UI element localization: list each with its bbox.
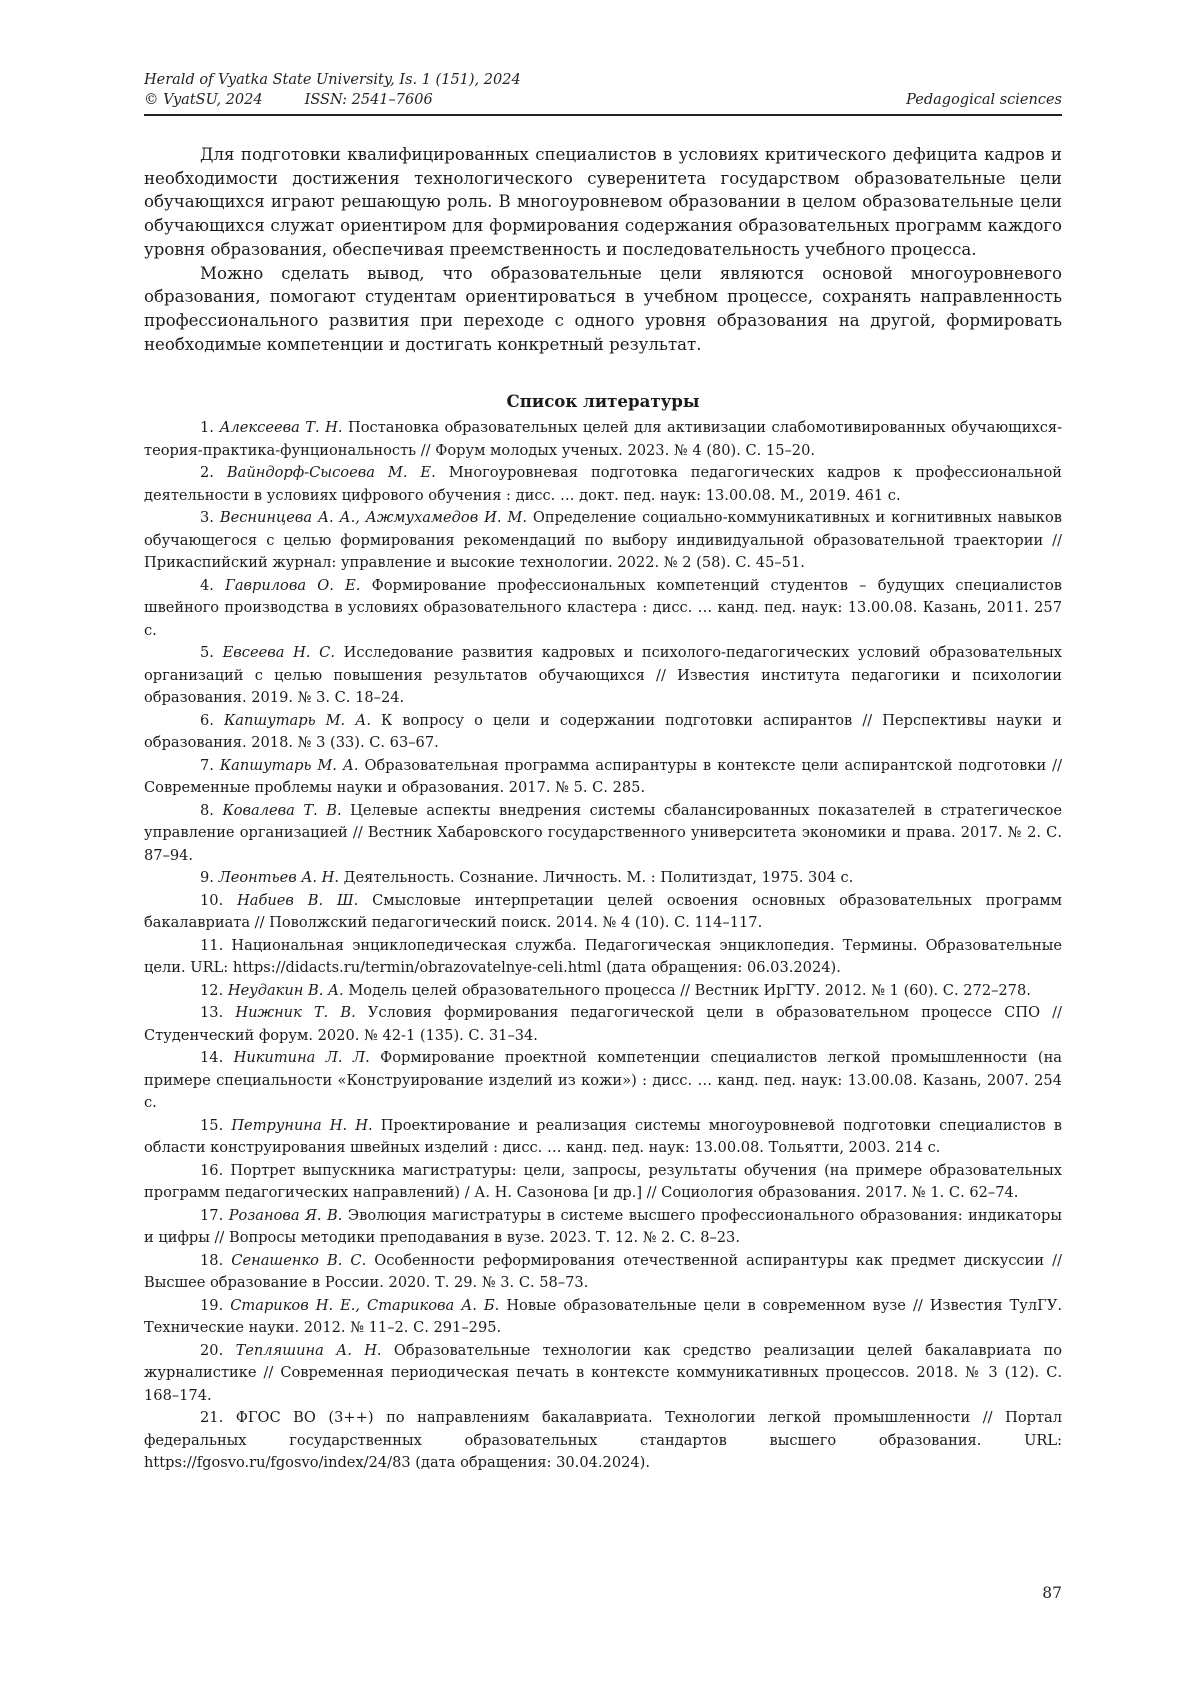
reference-text: Проектирование и реализация системы многоуровневой подготовки специалистов в области конструирования швейных изделий : дисс. … канд. пед. наук: 13.00.08. Тольятти, 2003. 214 с. bbox=[144, 1116, 1063, 1157]
reference-item bbox=[144, 1407, 1062, 1475]
reference-text: ФГОС ВО (3++) по направлениям бакалавриата. Технологии легкой промышленности // Портал федеральных государственных образовательных стандартов высшего образования. URL: https://fgosvo.ru/fgosvo/index/24/83 (дата обращения: 30.04.2024). bbox=[144, 1409, 1062, 1472]
reference-text: Национальная энциклопедическая служба. Педагогическая энциклопедия. Термины. Образовательные цели. URL: https://didacts.ru/termin/obrazovatelnye-celi.html (дата обращения: 06.03.2024). bbox=[144, 936, 1063, 977]
copyright: © VyatSU, 2024 bbox=[144, 92, 263, 108]
reference-text: Формирование проектной компетенции специалистов легкой промышленности (на примере специальности «Конструирование изделий из кожи») : дисс. … канд. пед. наук: 13.00.08. Казань, 2007. 254 с. bbox=[144, 1049, 1063, 1112]
reference-item bbox=[144, 462, 1062, 507]
reference-item bbox=[144, 507, 1062, 575]
issn: ISSN: 2541–7606 bbox=[304, 92, 433, 108]
section-name: Pedagogical sciences bbox=[906, 92, 1062, 108]
references-list bbox=[144, 417, 1062, 1475]
reference-text: Определение социально-коммуникативных и когнитивных навыков обучающегося с целью формирования рекомендаций по выбору индивидуальной образовательной траектории // Прикаспийский журнал: управление и высокие технологии. 2022. № 2 (58). С. 45–51. bbox=[144, 509, 1063, 572]
reference-text: Портрет выпускника магистратуры: цели, запросы, результаты обучения (на примере образовательных программ педагогических направлений) / А. Н. Сазонова [и др.] // Социология образования. 2017. № 1. С. 62–74. bbox=[144, 1161, 1063, 1202]
reference-author: Евсеева Н. С. bbox=[222, 644, 335, 662]
reference-number: 2. bbox=[200, 464, 214, 482]
reference-text: Исследование развития кадровых и психолого-педагогических условий образовательных организаций с целью повышения результатов обучающихся // Известия института педагогики и психологии образования. 2019. № 3. С. 18–24. bbox=[144, 644, 1062, 707]
reference-number: 8. bbox=[200, 801, 214, 819]
reference-text: К вопросу о цели и содержании подготовки аспирантов // Перспективы науки и образования. 2018. № 3 (33). С. 63–67. bbox=[144, 711, 1062, 752]
reference-number: 6. bbox=[200, 711, 214, 729]
reference-author: Петрунина Н. Н. bbox=[231, 1116, 373, 1134]
reference-number: 4. bbox=[200, 576, 214, 594]
running-header bbox=[144, 70, 1062, 116]
reference-number: 21. bbox=[200, 1409, 224, 1427]
reference-text: Постановка образовательных целей для активизации слабомотивированных обучающихся-теория-практика-фунциональность // Форум молодых ученых. 2023. № 4 (80). С. 15–20. bbox=[144, 419, 1063, 459]
reference-item bbox=[144, 980, 1062, 1003]
page-number: 87 bbox=[1042, 1584, 1062, 1602]
reference-number: 17. bbox=[200, 1206, 224, 1224]
reference-text: Образовательная программа аспирантуры в контексте цели аспирантской подготовки // Современные проблемы науки и образования. 2017. № 5. С. 285. bbox=[144, 756, 1063, 797]
reference-author: Капшутарь М. А. bbox=[219, 756, 359, 774]
reference-number: 15. bbox=[200, 1116, 224, 1134]
reference-author: Алексеева Т. Н. bbox=[219, 419, 343, 437]
reference-author: Тепляшина А. Н. bbox=[235, 1341, 382, 1359]
reference-number: 5. bbox=[200, 644, 214, 662]
reference-item bbox=[144, 1205, 1062, 1250]
reference-number: 18. bbox=[200, 1251, 224, 1269]
reference-author: Гаврилова О. Е. bbox=[225, 576, 361, 594]
reference-number: 14. bbox=[200, 1049, 224, 1067]
reference-number: 11. bbox=[200, 936, 224, 954]
reference-number: 10. bbox=[200, 891, 224, 909]
reference-item bbox=[144, 935, 1062, 980]
reference-number: 20. bbox=[200, 1341, 224, 1359]
body-paragraph: Можно сделать вывод, что образовательные цели являются основой многоуровневого образования, помогают студентам ориентироваться в учебном процессе, сохранять направленность профессионального развития при переходе с одного уровня образования на другой, формировать необходимые компетенции и достигать конкретный результат. bbox=[144, 263, 1062, 354]
reference-text: Деятельность. Сознание. Личность. М. : Политиздат, 1975. 304 с. bbox=[339, 869, 854, 887]
reference-item bbox=[144, 890, 1062, 935]
reference-text: Новые образовательные цели в современном вузе // Известия ТулГУ. Технические науки. 2012. № 11–2. С. 291–295. bbox=[144, 1296, 1063, 1337]
reference-number: 3. bbox=[200, 509, 214, 527]
journal-title: Herald of Vyatka State University, Is. 1 (151), 2024 bbox=[144, 72, 521, 88]
reference-item bbox=[144, 1115, 1062, 1160]
reference-item bbox=[144, 800, 1062, 868]
reference-text: Эволюция магистратуры в системе высшего профессионального образования: индикаторы и цифры // Вопросы методики преподавания в вузе. 2023. Т. 12. № 2. С. 8–23. bbox=[144, 1206, 1062, 1247]
reference-text: Особенности реформирования отечественной аспирантуры как предмет дискуссии // Высшее образование в России. 2020. Т. 29. № 3. С. 58–73. bbox=[144, 1251, 1063, 1292]
reference-author: Капшутарь М. А. bbox=[224, 711, 371, 729]
reference-author: Стариков Н. Е., Старикова А. Б. bbox=[230, 1296, 500, 1314]
reference-text: Условия формирования педагогической цели в образовательном процессе СПО // Студенческий форум. 2020. № 42-1 (135). С. 31–34. bbox=[144, 1004, 1063, 1044]
reference-author: Неудакин В. А. bbox=[227, 981, 344, 999]
reference-author: Сенашенко В. С. bbox=[231, 1251, 367, 1269]
reference-text: Многоуровневая подготовка педагогических кадров к профессиональной деятельности в условиях цифрового обучения : дисс. … докт. пед. наук: 13.00.08. М., 2019. 461 с. bbox=[144, 464, 1062, 504]
reference-text: Образовательные технологии как средство реализации целей бакалавриата по журналистике // Современная периодическая печать в контексте коммуникативных процессов. 2018. № 3 (12). С. 168–174. bbox=[144, 1341, 1062, 1404]
reference-item bbox=[144, 1250, 1062, 1295]
reference-item bbox=[144, 867, 1062, 890]
reference-author: Леонтьев А. Н. bbox=[218, 869, 340, 887]
reference-text: Формирование профессиональных компетенций студентов – будущих специалистов швейного производства в условиях образовательного кластера : дисс. … канд. пед. наук: 13.00.08. Казань, 2011. 257 с. bbox=[144, 576, 1062, 639]
reference-author: Розанова Я. В. bbox=[228, 1206, 343, 1224]
reference-author: Веснинцева А. А., Ажмухамедов И. М. bbox=[219, 509, 527, 527]
reference-item bbox=[144, 1002, 1062, 1047]
reference-item bbox=[144, 417, 1062, 462]
reference-number: 13. bbox=[200, 1004, 224, 1022]
reference-item bbox=[144, 1295, 1062, 1340]
reference-author: Набиев В. Ш. bbox=[237, 891, 359, 909]
body-paragraph: Для подготовки квалифицированных специалистов в условиях критического дефицита кадров и необходимости достижения технологического суверенитета государством образовательные цели обучающихся играют решающую роль. В многоуровневом образовании в целом образовательные цели обучающихся служат ориентиром для формирования содержания образовательных программ каждого уровня образования, обеспечивая преемственность и последовательность учебного процесса. bbox=[144, 145, 1062, 259]
reference-text: Смысловые интерпретации целей освоения основных образовательных программ бакалавриата // Поволжский педагогический поиск. 2014. № 4 (10). С. 114–117. bbox=[144, 891, 1062, 932]
reference-item bbox=[144, 755, 1062, 800]
reference-author: Вайндорф-Сысоева М. Е. bbox=[226, 464, 436, 482]
reference-author: Никитина Л. Л. bbox=[233, 1049, 370, 1067]
reference-item bbox=[144, 575, 1062, 643]
reference-author: Нижник Т. В. bbox=[235, 1004, 356, 1022]
reference-item bbox=[144, 1340, 1062, 1408]
reference-number: 9. bbox=[200, 869, 214, 887]
reference-number: 16. bbox=[200, 1161, 224, 1179]
article-body bbox=[144, 143, 1062, 1475]
reference-text: Целевые аспекты внедрения системы сбалансированных показателей в стратегическое управление организацией // Вестник Хабаровского государственного университета экономики и права. 2017. № 2. С. 87–94. bbox=[144, 801, 1062, 864]
reference-item bbox=[144, 1047, 1062, 1115]
reference-author: Ковалева Т. В. bbox=[222, 801, 342, 819]
reference-item bbox=[144, 642, 1062, 710]
reference-item bbox=[144, 710, 1062, 755]
reference-text: Модель целей образовательного процесса // Вестник ИрГТУ. 2012. № 1 (60). С. 272–278. bbox=[343, 981, 1031, 999]
reference-number: 19. bbox=[200, 1296, 224, 1314]
reference-number: 12. bbox=[200, 981, 224, 999]
references-heading: Список литературы bbox=[506, 391, 700, 412]
reference-number: 1. bbox=[200, 419, 214, 437]
reference-number: 7. bbox=[200, 756, 214, 774]
reference-item bbox=[144, 1160, 1062, 1205]
